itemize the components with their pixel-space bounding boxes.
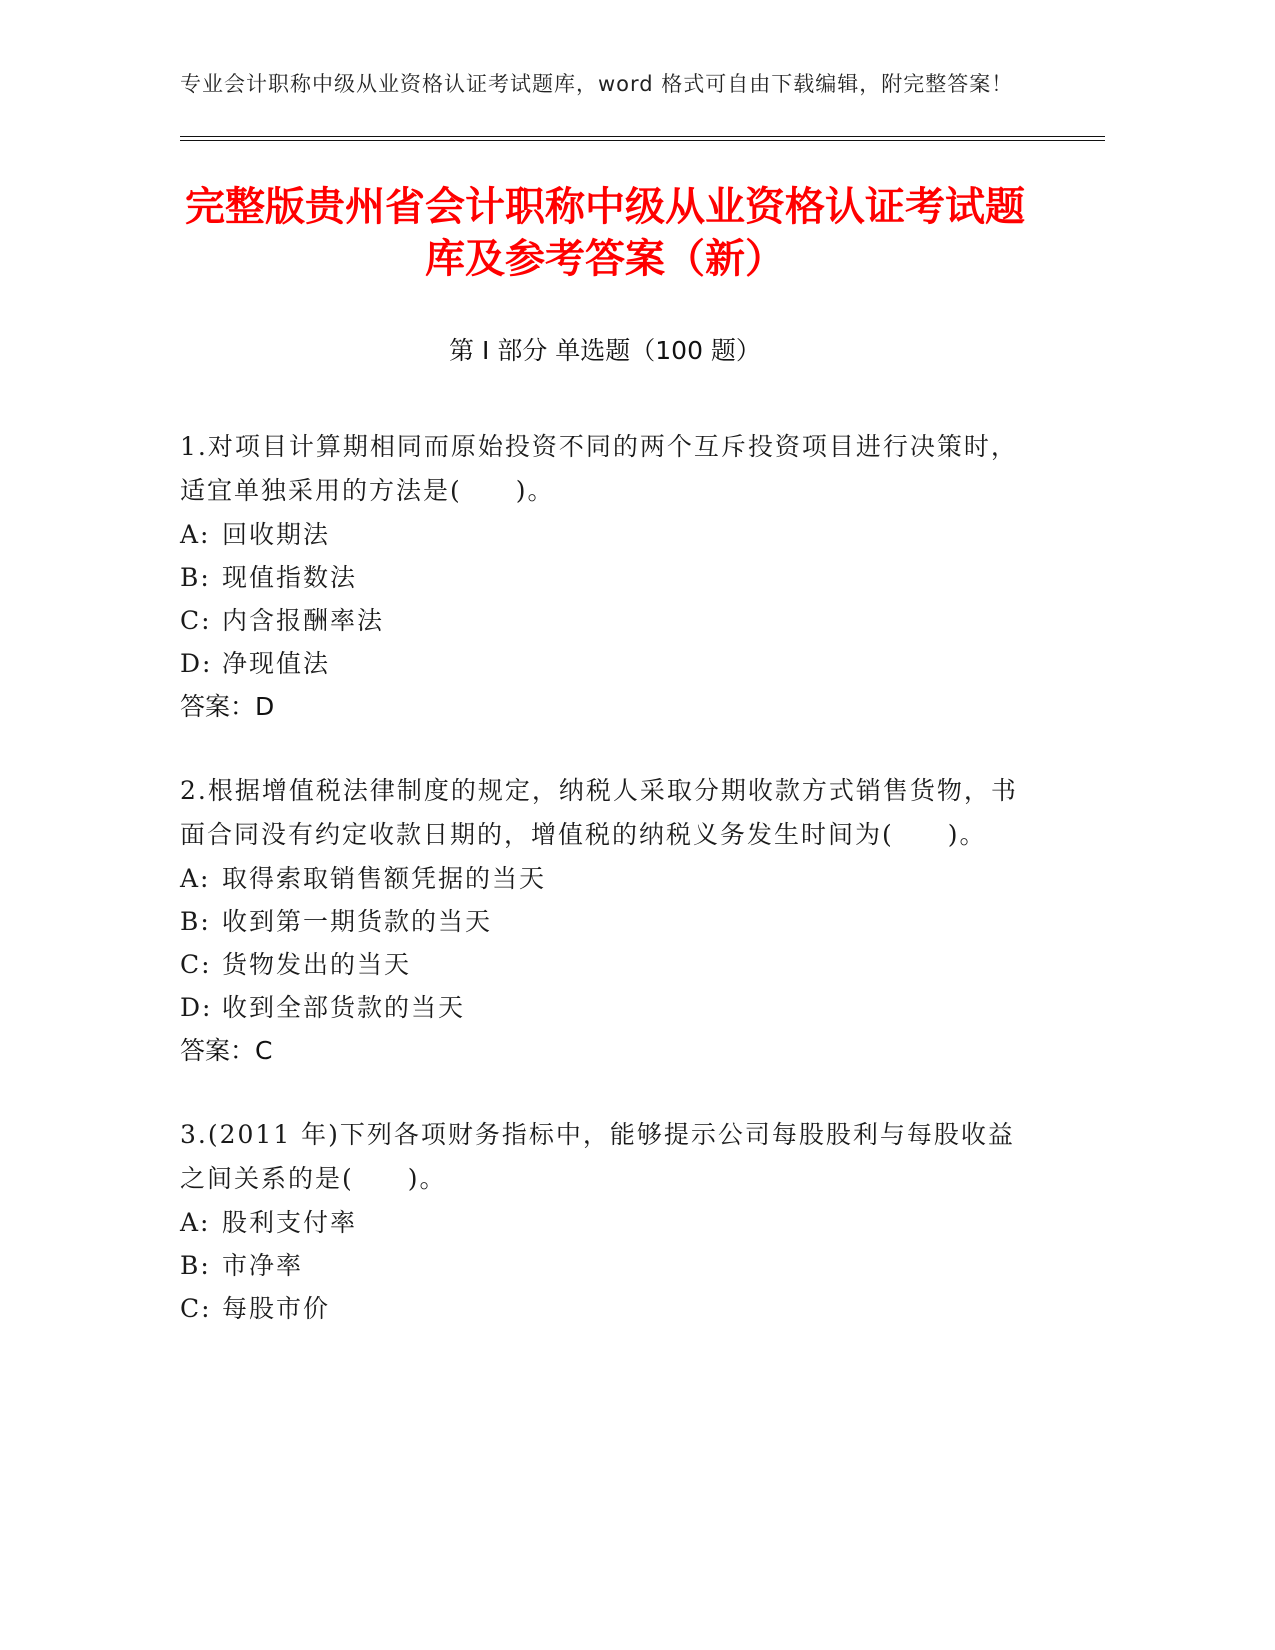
option-c — [180, 943, 1105, 986]
option-letter: B: — [180, 1251, 211, 1280]
option-a — [180, 1201, 1105, 1244]
option-text: 收到全部货款的当天 — [222, 993, 466, 1022]
option-letter: A: — [180, 1208, 211, 1237]
option-letter: A: — [180, 520, 211, 549]
question-stem: 1.对项目计算期相同而原始投资不同的两个互斥投资项目进行决策时，适宜单独采用的方法是( )。 — [180, 432, 1018, 505]
question-list — [180, 425, 1105, 1330]
option-text: 收到第一期货款的当天 — [222, 907, 493, 936]
option-letter: B: — [180, 563, 211, 592]
option-text: 回收期法 — [222, 520, 331, 549]
option-a — [180, 857, 1105, 900]
header-note: 专业会计职称中级从业资格认证考试题库，word 格式可自由下载编辑，附完整答案！ — [180, 72, 1014, 96]
option-text: 市净率 — [222, 1251, 304, 1280]
option-text: 取得索取销售额凭据的当天 — [222, 864, 547, 893]
option-letter: D: — [180, 993, 213, 1022]
option-text: 货物发出的当天 — [222, 950, 412, 979]
answer-line: 答案：C — [180, 1036, 273, 1065]
option-text: 现值指数法 — [222, 563, 358, 592]
question-item — [180, 1113, 1105, 1330]
option-a — [180, 513, 1105, 556]
option-letter: A: — [180, 864, 211, 893]
option-c — [180, 1287, 1105, 1330]
option-text: 股利支付率 — [222, 1208, 358, 1237]
section-title: 第 I 部分 单选题（100 题） — [449, 336, 761, 365]
document-title: 完整版贵州省会计职称中级从业资格认证考试题库及参考答案（新） — [185, 184, 1025, 282]
question-item — [180, 425, 1105, 729]
option-letter: C: — [180, 950, 212, 979]
option-b — [180, 900, 1105, 943]
option-letter: C: — [180, 606, 212, 635]
option-text: 内含报酬率法 — [222, 606, 385, 635]
option-d — [180, 986, 1105, 1029]
option-b — [180, 1244, 1105, 1287]
answer-line: 答案：D — [180, 692, 275, 721]
option-text: 净现值法 — [222, 649, 331, 678]
option-letter: B: — [180, 907, 211, 936]
header-divider — [180, 136, 1105, 141]
question-item — [180, 769, 1105, 1073]
question-stem: 2.根据增值税法律制度的规定，纳税人采取分期收款方式销售货物，书面合同没有约定收款日期的，增值税的纳税义务发生时间为( )。 — [180, 776, 1018, 849]
option-text: 每股市价 — [222, 1294, 331, 1323]
option-b — [180, 556, 1105, 599]
option-c — [180, 599, 1105, 642]
document-page — [180, 68, 1105, 1370]
question-stem: 3.(2011 年)下列各项财务指标中，能够提示公司每股股利与每股收益之间关系的是( )。 — [180, 1120, 1015, 1193]
option-d — [180, 642, 1105, 685]
option-letter: D: — [180, 649, 213, 678]
option-letter: C: — [180, 1294, 212, 1323]
